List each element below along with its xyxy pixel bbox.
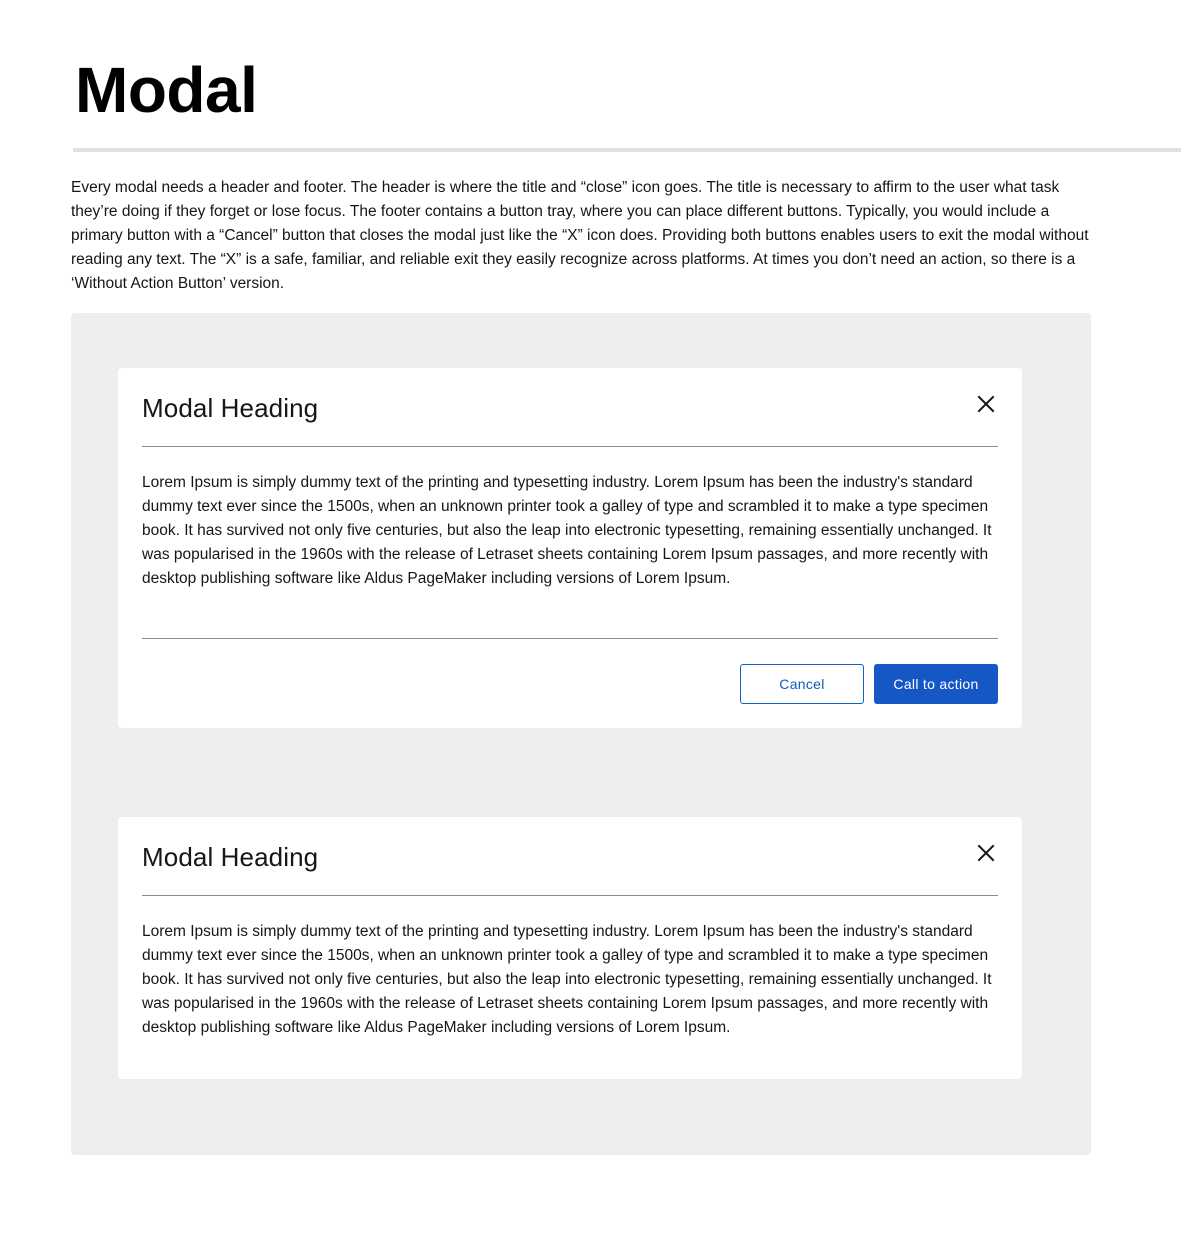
modal-showcase	[71, 313, 1091, 1155]
modal-close-button[interactable]	[974, 841, 998, 865]
close-icon	[974, 841, 998, 865]
page-title: Modal	[75, 54, 258, 126]
modal-without-actions	[118, 817, 1022, 1079]
modal-heading: Modal Heading	[142, 393, 319, 423]
call-to-action-button[interactable]: Call to action	[874, 664, 998, 704]
modal-close-button[interactable]	[974, 392, 998, 416]
modal-footer-divider	[142, 638, 998, 639]
modal-with-actions	[118, 368, 1022, 728]
close-icon	[974, 392, 998, 416]
modal-header-divider	[142, 895, 998, 896]
title-divider	[73, 148, 1181, 152]
modal-body-text: Lorem Ipsum is simply dummy text of the printing and typesetting industry. Lorem Ipsum has been the industry's standard dummy text ever since the 1500s, when an unknown printer took a galley of type and scrambled it to make a type specimen book. It has survived not only five centuries, but also the leap into electronic typesetting, remaining essentially unchanged. It was popularised in the 1960s with the release of Letraset sheets containing Lorem Ipsum passages, and more recently with desktop publishing software like Aldus PageMaker including versions of Lorem Ipsum.	[142, 923, 992, 1036]
cancel-button[interactable]: Cancel	[740, 664, 864, 704]
modal-body-text: Lorem Ipsum is simply dummy text of the printing and typesetting industry. Lorem Ipsum has been the industry's standard dummy text ever since the 1500s, when an unknown printer took a galley of type and scrambled it to make a type specimen book. It has survived not only five centuries, but also the leap into electronic typesetting, remaining essentially unchanged. It was popularised in the 1960s with the release of Letraset sheets containing Lorem Ipsum passages, and more recently with desktop publishing software like Aldus PageMaker including versions of Lorem Ipsum.	[142, 474, 992, 587]
modal-heading: Modal Heading	[142, 842, 319, 872]
page-description: Every modal needs a header and footer. The header is where the title and “close” icon goes. The title is necessary to affirm to the user what task they’re doing if they forget or lose focus. The footer contains a button tray, where you can place different buttons. Typically, you would include a primary button with a “Cancel” button that closes the modal just like the “X” icon does. Providing both buttons enables users to exit the modal without reading any text. The “X” is a safe, familiar, and reliable exit they easily recognize across platforms. At times you don’t need an action, so there is a ‘Without Action Button’ version.	[71, 179, 1089, 292]
modal-header-divider	[142, 446, 998, 447]
